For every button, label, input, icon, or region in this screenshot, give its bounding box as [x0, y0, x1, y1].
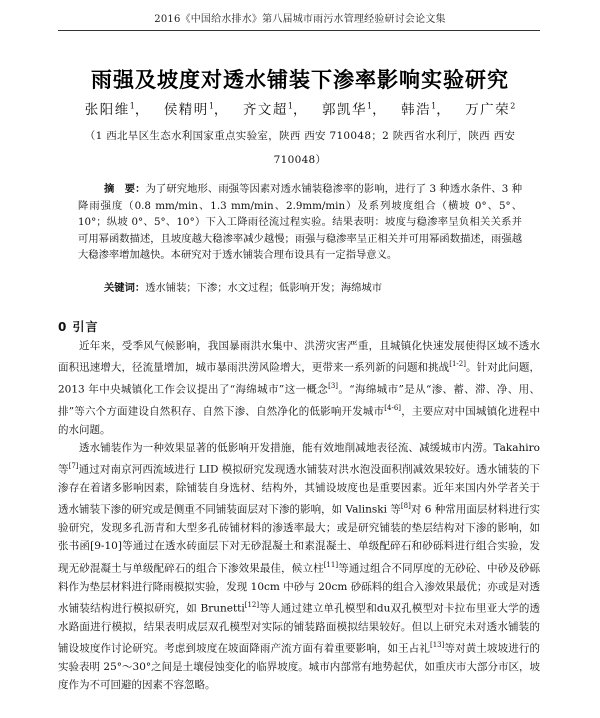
body-text-run: 等人通过建立单孔模型和du双孔模型对卡拉布里亚大学的透水路面进行模拟，结果表明成层双孔模型对实际的铺装路面模拟结果较好。但以上研究未对透水铺装的铺设坡度作讨论研究。考虑到坡度在坡面降雨产流方面有着重要影响，如王占礼 — [58, 602, 541, 655]
author-name-text: 万广荣 — [465, 102, 511, 118]
body-text-run: 等通过组合不同厚度的无砂砼、中砂及砂砾料作为垫层材料进行降雨模拟实验，发现 10cm 中砂与 20cm 砂砾料的组合入渗效果最优；亦或是对透水铺装结构进行模拟研究，如 Brunetti — [58, 562, 541, 615]
body-text-run: 对 6 种常用面层材料进行实验研究，发现多孔沥青和大型多孔砖铺材料的渗透率最大；或是研究铺装的垫层结构对下渗的影响，如张书函[9-10]等通过在透水砖面层下对无砂混凝土和素混凝土、单级配碎石和砂砾料进行组合实验，发现无砂混凝土与单级配碎石的组合下渗效果最佳，候立柱 — [58, 503, 540, 575]
citation-ref: [3] — [328, 382, 339, 391]
body-text-run: 。针对此问题，2013 年中央城镇化工作会议提出了“海绵城市”这一概念 — [58, 361, 541, 396]
author-affiliation-mark: 1 — [208, 101, 214, 111]
header-rule — [58, 30, 540, 31]
author-name-text: 郭凯华 — [322, 102, 367, 118]
paper-title: 雨强及坡度对透水铺装下渗率影响实验研究 — [91, 68, 509, 92]
author-name — [85, 102, 150, 118]
author-affiliation-mark: 1 — [431, 101, 437, 111]
author-name-text: 侯精明 — [163, 102, 209, 118]
citation-ref: [13] — [429, 640, 445, 649]
author-separator: ， — [293, 102, 308, 118]
author-separator: ， — [372, 102, 388, 118]
affiliation: （1 西北旱区生态水利国家重点实验室，陕西 西安 710048；2 陕西省水利厅，陕西 西安 710048） — [84, 130, 516, 166]
body-text-run: 透水铺装作为一种效果显著的低影响开发措施，能有效地削减地表径流、减缓城市内涝。Takahiro 等 — [58, 441, 540, 476]
author-separator: ， — [436, 102, 452, 118]
keywords-text: 透水铺装；下渗；水文过程；低影响开发；海绵城市 — [145, 282, 383, 294]
body-text — [58, 337, 540, 694]
author-name-text: 齐文超 — [242, 102, 288, 118]
citation-ref: [8] — [400, 502, 411, 511]
citation-ref: [12] — [244, 600, 260, 609]
body-paragraph — [58, 439, 540, 694]
body-text-run: 通过对南京河西流域进行 LID 模拟研究发现透水铺装对洪水泡没面积削减效果较好。透水铺装的下渗存在着诸多影响因素，除铺装自身选材、结构外，其铺设坡度也是重要因素。近年来国内外学者关于透水铺装下渗的研究或是侧重不同铺装面层对下渗的影响，如 Valinski 等 — [58, 463, 541, 516]
author-name — [322, 102, 387, 118]
citation-ref: [4-6] — [384, 403, 402, 412]
author-name-text: 张阳维 — [84, 102, 130, 118]
citation-ref: [11] — [323, 560, 339, 569]
section-heading: 0 引言 — [58, 320, 99, 334]
citation-ref: [1-2] — [449, 360, 466, 369]
author-name — [465, 102, 515, 118]
author-name — [164, 102, 229, 118]
abstract-label: 摘 要： — [104, 183, 146, 195]
author-separator: ， — [134, 102, 150, 118]
author-affiliation-mark: 2 — [510, 101, 516, 111]
body-paragraph — [58, 337, 540, 439]
author-affiliation-mark: 1 — [367, 101, 373, 111]
author-separator: ， — [213, 102, 229, 118]
citation-ref: [7] — [68, 462, 79, 471]
body-text-run: 。“海绵城市”是从“渗、蓄、滞、净、用、排”等六个方面建设自然积存、自然下渗、自然净化的低影响开发城市 — [58, 383, 541, 418]
body-text-run: 近年来，受季风气候影响，我国暴雨洪水集中、洪涝灾害严重，且城镇化快速发展使得区域不透水面积迅速增大，径流量增加，城市暴雨洪涝风险增大，更带来一系列新的问题和挑战 — [58, 340, 540, 374]
running-header: 2016《中国给水排水》第八届城市雨污水管理经验研讨会论文集 — [154, 14, 446, 25]
author-affiliation-mark: 1 — [287, 101, 293, 111]
author-name — [401, 102, 451, 118]
body-text-run: 等对黄土坡坡进行的实验表明 25°～30°之间是土壤侵蚀变化的临界坡度。城市内部常有地势起伏，如重庆市大部分市区，坡度作为不可回避的因素不容忽略。 — [58, 642, 541, 692]
author-affiliation-mark: 1 — [129, 101, 135, 111]
body-text-run: ，主要应对中国城镇化进程中的水问题。 — [58, 405, 540, 436]
author-name-text: 韩浩 — [401, 102, 432, 118]
author-name — [243, 102, 308, 118]
keywords-label: 关键词： — [104, 282, 146, 294]
abstract-text: 为了研究地形、雨强等因素对透水铺装稳渗率的影响，进行了 3 种透水条件、3 种降雨强度（0.8 mm/min、1.3 mm/min、2.9mm/min）及系列坡度组合（横坡 0°、5°、10°；纵坡 0°、5°、10°）下入工降雨径流过程实验。结果表明：坡度与稳渗率呈负相关关系并可用幂函数描述，且坡度越大稳渗率减少越慢；雨强与稳渗率呈正相关并可用幂函数描述，雨强越大稳渗率增加越快。本研究对于透水铺装合理布设具有一定指导意义。 — [78, 183, 523, 261]
abstract — [78, 181, 522, 264]
author-list — [0, 98, 600, 118]
keywords — [104, 280, 524, 297]
